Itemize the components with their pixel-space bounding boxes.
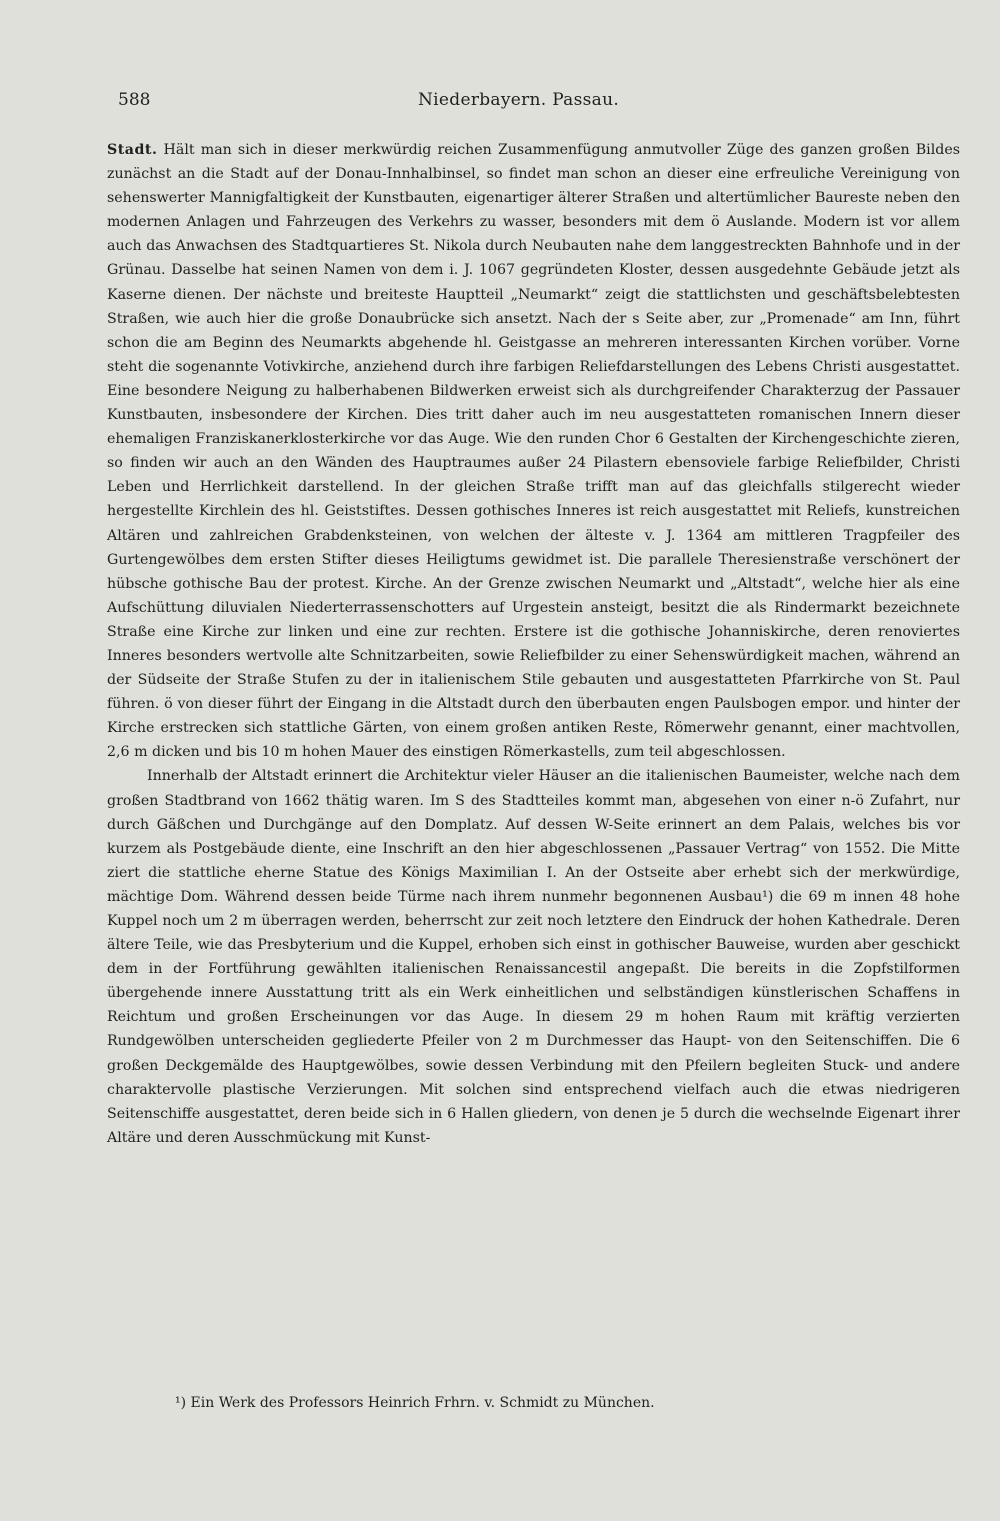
body-text <box>107 138 960 1150</box>
footnote: ¹) Ein Werk des Professors Heinrich Frhrn. v. Schmidt zu München. <box>175 1395 655 1411</box>
running-head: Niederbayern. Passau. <box>418 90 620 110</box>
section-run-in-heading: Stadt. <box>107 142 158 158</box>
page-number: 588 <box>118 90 151 110</box>
page-header <box>118 88 888 122</box>
paragraph-1 <box>107 138 960 764</box>
paragraph-2: Innerhalb der Altstadt erinnert die Architektur vieler Häuser an die italienischen Baumeister, welche nach dem großen Stadtbrand von 1662 thätig waren. Im S des Stadtteiles kommt man, abgesehen von einer n-ö Zufahrt, nur durch Gäßchen und Durchgänge auf den Domplatz. Auf dessen W-Seite erinnert an dem Palais, welches bis vor kurzem als Postgebäude diente, eine Inschrift an den hier abgeschlossenen „Passauer Vertrag“ von 1552. Die Mitte ziert die stattliche eherne Statue des Königs Maximilian I. An der Ostseite aber erhebt sich der merkwürdige, mächtige Dom. Während dessen beide Türme nach ihrem nunmehr begonnenen Ausbau¹) die 69 m innen 48 hohe Kuppel noch um 2 m überragen werden, beherrscht zur zeit noch letztere den Eindruck der hohen Kathedrale. Deren ältere Teile, wie das Presbyterium und die Kuppel, erhoben sich einst in gothischer Bauweise, wurden aber geschickt dem in der Fortführung gewählten italienischen Renaissancestil angepaßt. Die bereits in die Zopfstilformen übergehende innere Ausstattung tritt als ein Werk einheitlichen und selbständigen künstlerischen Schaffens in Reichtum und großen Erscheinungen vor das Auge. In diesem 29 m hohen Raum mit kräftig verzierten Rundgewölben unterscheiden gegliederte Pfeiler von 2 m Durchmesser das Haupt- von den Seitenschiffen. Die 6 großen Deckgemälde des Hauptgewölbes, sowie dessen Verbindung mit den Pfeilern begleiten Stuck- und andere charaktervolle plastische Verzierungen. Mit solchen sind entsprechend vielfach auch die etwas niedrigeren Seitenschiffe ausgestattet, deren beide sich in 6 Hallen gliedern, von denen je 5 durch die wechselnde Eigenart ihrer Altäre und deren Ausschmückung mit Kunst- <box>107 768 960 1146</box>
paragraph-1-text: Hält man sich in dieser merkwürdig reichen Zusammenfügung anmutvoller Züge des ganzen großen Bildes zunächst an die Stadt auf der Donau-Innhalbinsel, so findet man schon an dieser eine erfreuliche Vereinigung von sehenswerter Mannigfaltigkeit der Kunstbauten, eigenartiger älterer Straßen und altertümlicher Baureste neben den modernen Anlagen und Fahrzeugen des Verkehrs zu wasser, besonders mit dem ö Auslande. Modern ist vor allem auch das Anwachsen des Stadtquartieres St. Nikola durch Neubauten nahe dem langgestreckten Bahnhofe und in der Grünau. Dasselbe hat seinen Namen von dem i. J. 1067 gegründeten Kloster, dessen ausgedehnte Gebäude jetzt als Kaserne dienen. Der nächste und breiteste Hauptteil „Neumarkt“ zeigt die stattlichsten und geschäftsbelebtesten Straßen, wie auch hier die große Donaubrücke sich ansetzt. Nach der s Seite aber, zur „Promenade“ am Inn, führt schon die am Beginn des Neumarkts abgehende hl. Geistgasse an mehreren interessanten Kirchen vorüber. Vorne steht die sogenannte Votivkirche, anziehend durch ihre farbigen Reliefdarstellungen des Lebens Christi ausgestattet. Eine besondere Neigung zu halberhabenen Bildwerken erweist sich als durchgreifender Charakterzug der Passauer Kunstbauten, insbesondere der Kirchen. Dies tritt daher auch im neu ausgestatteten romanischen Innern dieser ehemaligen Franziskanerklosterkirche vor das Auge. Wie den runden Chor 6 Gestalten der Kirchengeschichte zieren, so finden wir auch an den Wänden des Hauptraumes außer 24 Pilastern ebensoviele farbige Reliefbilder, Christi Leben und Herrlichkeit darstellend. In der gleichen Straße trifft man auf das gleichfalls stilgerecht wieder hergestellte Kirchlein des hl. Geiststiftes. Dessen gothisches Inneres ist reich ausgestattet mit Reliefs, kunstreichen Altären und zahlreichen Grabdenksteinen, von welchen der älteste v. J. 1364 am mittleren Tragpfeiler des Gurtengewölbes dem ersten Stifter dieses Heiligtums gewidmet ist. Die parallele Theresienstraße verschönert der hübsche gothische Bau der protest. Kirche. An der Grenze zwischen Neumarkt und „Altstadt“, welche hier als eine Aufschüttung diluvialen Niederterrassenschotters auf Urgestein ansteigt, besitzt die als Rindermarkt bezeichnete Straße eine Kirche zur linken und eine zur rechten. Erstere ist die gothische Johanniskirche, deren renoviertes Inneres besonders wertvolle alte Schnitzarbeiten, sowie Reliefbilder zu einer Sehenswürdigkeit machen, während an der Südseite der Straße Stufen zu der in italienischem Stile gebauten und ausgestatteten Pfarrkirche von St. Paul führen. ö von dieser führt der Eingang in die Altstadt durch den überbauten engen Paulsbogen empor. und hinter der Kirche erstrecken sich stattliche Gärten, von einem großen antiken Reste, Römerwehr genannt, einer machtvollen, 2,6 m dicken und bis 10 m hohen Mauer des einstigen Römerkastells, zum teil abgeschlossen. <box>107 142 960 761</box>
